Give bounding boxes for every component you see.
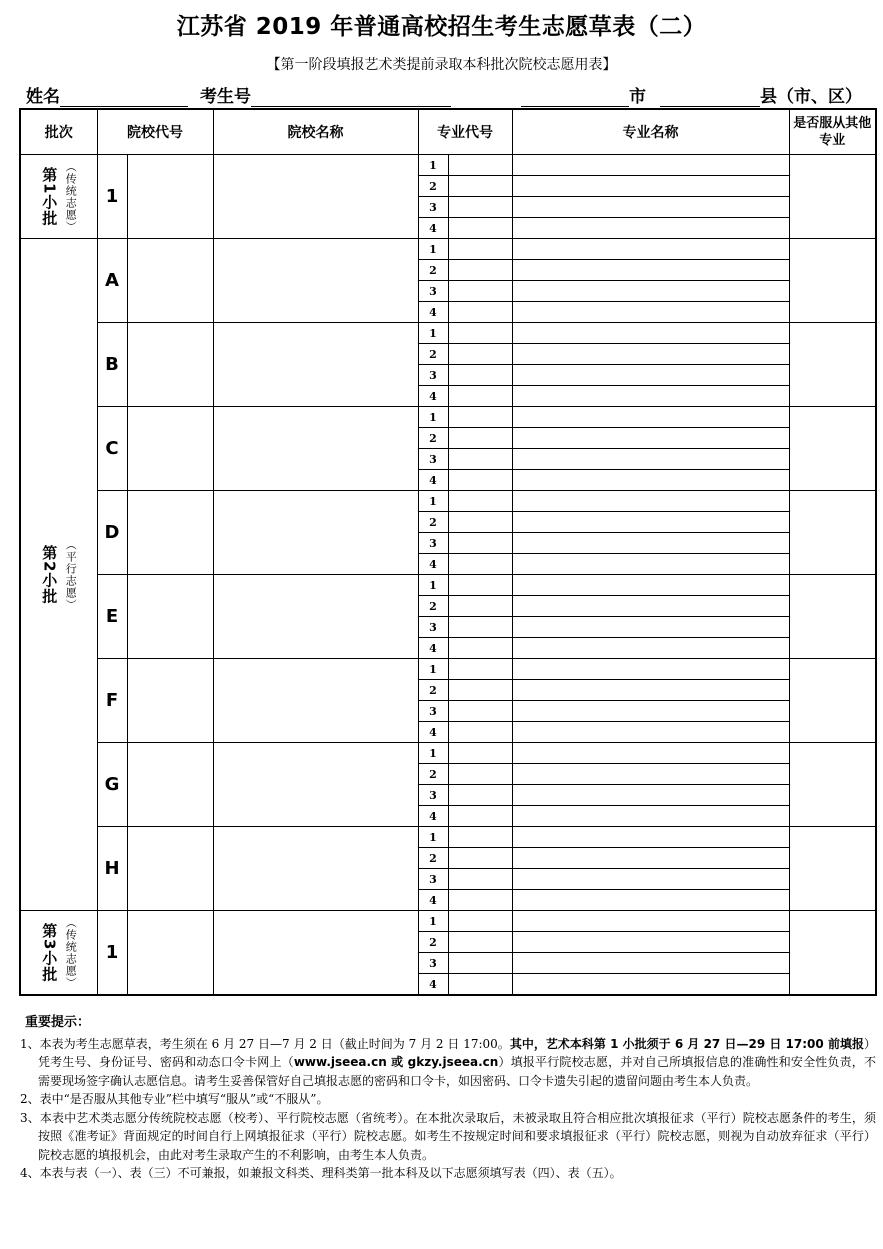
header-school-code: 院校代号 (97, 109, 213, 155)
major-code-input[interactable] (448, 176, 512, 197)
header-obey-other-major: 是否服从其他专业 (789, 109, 876, 155)
major-name-input[interactable] (512, 827, 789, 848)
major-name-input[interactable] (512, 575, 789, 596)
batch-cell (20, 239, 97, 911)
obey-other-major-input[interactable] (789, 491, 876, 575)
major-code-input[interactable] (448, 806, 512, 827)
major-code-input[interactable] (448, 974, 512, 996)
county-label: 县（市、区） (760, 87, 862, 107)
major-name-input[interactable] (512, 218, 789, 239)
major-order-cell: 1 (418, 911, 448, 932)
major-order-cell: 4 (418, 302, 448, 323)
table-body (20, 155, 876, 996)
major-name-input[interactable] (512, 302, 789, 323)
obey-other-major-input[interactable] (789, 323, 876, 407)
major-order-cell: 3 (418, 281, 448, 302)
table-row (20, 575, 876, 596)
major-code-input[interactable] (448, 869, 512, 890)
note-2: 2、表中“是否服从其他专业”栏中填写“服从”或“不服从”。 (20, 1092, 329, 1106)
batch-label: 第1小批 (40, 166, 59, 227)
major-code-input[interactable] (448, 512, 512, 533)
notes-heading: 重要提示： (25, 1015, 91, 1030)
major-code-input[interactable] (448, 407, 512, 428)
major-name-input[interactable] (512, 260, 789, 281)
school-order-cell: C (97, 407, 127, 491)
major-name-input[interactable] (512, 449, 789, 470)
major-code-input[interactable] (448, 722, 512, 743)
major-code-input[interactable] (448, 365, 512, 386)
major-order-cell: 2 (418, 848, 448, 869)
exam-id-label: 考生号 (200, 87, 251, 107)
major-order-cell: 1 (418, 407, 448, 428)
major-code-input[interactable] (448, 554, 512, 575)
major-name-input[interactable] (512, 974, 789, 996)
major-name-input[interactable] (512, 911, 789, 932)
major-code-input[interactable] (448, 470, 512, 491)
note-1-websites: www.jseea.cn 或 gkzy.jseea.cn (293, 1055, 499, 1069)
major-name-input[interactable] (512, 638, 789, 659)
major-order-cell: 4 (418, 218, 448, 239)
batch-note: （传统志愿） (64, 916, 78, 989)
major-order-cell: 1 (418, 827, 448, 848)
major-order-cell: 1 (418, 239, 448, 260)
major-order-cell: 1 (418, 743, 448, 764)
major-name-input[interactable] (512, 554, 789, 575)
major-order-cell: 4 (418, 806, 448, 827)
major-code-input[interactable] (448, 575, 512, 596)
major-code-input[interactable] (448, 932, 512, 953)
major-name-input[interactable] (512, 512, 789, 533)
header-row (20, 109, 876, 155)
note-1-deadline: 其中，艺术本科第 1 小批须于 6 月 27 日—29 日 17:00 前填报 (509, 1036, 864, 1051)
note-1-part-a: 1、本表为考生志愿草表，考生须在 6 月 27 日—7 月 2 日（截止时间为 7 月 2 日 17:00。 (20, 1036, 510, 1051)
major-name-input[interactable] (512, 848, 789, 869)
major-code-input[interactable] (448, 323, 512, 344)
major-name-input[interactable] (512, 155, 789, 176)
city-field (521, 82, 646, 106)
major-order-cell: 2 (418, 428, 448, 449)
school-order-cell: 1 (97, 911, 127, 996)
major-code-input[interactable] (448, 218, 512, 239)
major-code-input[interactable] (448, 428, 512, 449)
major-order-cell: 1 (418, 575, 448, 596)
major-name-input[interactable] (512, 932, 789, 953)
major-order-cell: 3 (418, 449, 448, 470)
major-order-cell: 4 (418, 722, 448, 743)
major-order-cell: 3 (418, 701, 448, 722)
major-name-input[interactable] (512, 869, 789, 890)
school-name-input[interactable] (213, 407, 418, 491)
batch-cell (20, 155, 97, 239)
header-school-name: 院校名称 (213, 109, 418, 155)
form-title: 江苏省 2019 年普通高校招生考生志愿草表（二） (176, 14, 707, 40)
obey-other-major-input[interactable] (789, 575, 876, 659)
major-code-input[interactable] (448, 533, 512, 554)
major-code-input[interactable] (448, 659, 512, 680)
school-code-input[interactable] (127, 743, 213, 827)
table-row (20, 659, 876, 680)
batch-note: （平行志愿） (64, 538, 78, 611)
major-order-cell: 4 (418, 974, 448, 996)
table-row (20, 239, 876, 260)
major-name-input[interactable] (512, 197, 789, 218)
major-code-input[interactable] (448, 449, 512, 470)
school-code-input[interactable] (127, 659, 213, 743)
note-1-part-c: ）凭考生号、身份证号、密码和动态口令卡网上（ (38, 1036, 876, 1069)
major-order-cell: 1 (418, 155, 448, 176)
school-code-input[interactable] (127, 575, 213, 659)
school-order-cell: A (97, 239, 127, 323)
major-code-input[interactable] (448, 302, 512, 323)
school-code-input[interactable] (127, 827, 213, 911)
major-order-cell: 4 (418, 554, 448, 575)
school-order-cell: G (97, 743, 127, 827)
major-name-input[interactable] (512, 953, 789, 974)
major-code-input[interactable] (448, 890, 512, 911)
obey-other-major-input[interactable] (789, 827, 876, 911)
school-code-input[interactable] (127, 239, 213, 323)
school-code-input[interactable] (127, 911, 213, 996)
major-order-cell: 1 (418, 659, 448, 680)
major-order-cell: 2 (418, 176, 448, 197)
batch-cell (20, 911, 97, 996)
school-name-input[interactable] (213, 323, 418, 407)
major-code-input[interactable] (448, 764, 512, 785)
major-code-input[interactable] (448, 827, 512, 848)
major-name-input[interactable] (512, 596, 789, 617)
major-order-cell: 1 (418, 491, 448, 512)
major-code-input[interactable] (448, 260, 512, 281)
major-code-input[interactable] (448, 155, 512, 176)
major-code-input[interactable] (448, 596, 512, 617)
table-row (20, 491, 876, 512)
major-order-cell: 3 (418, 533, 448, 554)
obey-other-major-input[interactable] (789, 239, 876, 323)
major-code-input[interactable] (448, 344, 512, 365)
table-row (20, 155, 876, 176)
major-code-input[interactable] (448, 386, 512, 407)
major-name-input[interactable] (512, 281, 789, 302)
major-code-input[interactable] (448, 953, 512, 974)
major-order-cell: 3 (418, 785, 448, 806)
name-blank[interactable] (60, 88, 188, 107)
major-name-input[interactable] (512, 764, 789, 785)
major-order-cell: 4 (418, 470, 448, 491)
major-order-cell: 2 (418, 512, 448, 533)
obey-other-major-input[interactable] (789, 407, 876, 491)
header-major-name: 专业名称 (512, 109, 789, 155)
header-major-code: 专业代号 (418, 109, 512, 155)
school-name-input[interactable] (213, 911, 418, 996)
major-code-input[interactable] (448, 911, 512, 932)
major-order-cell: 2 (418, 596, 448, 617)
school-code-input[interactable] (127, 491, 213, 575)
name-label: 姓名 (26, 87, 60, 107)
major-name-input[interactable] (512, 785, 789, 806)
obey-other-major-input[interactable] (789, 911, 876, 996)
major-order-cell: 2 (418, 932, 448, 953)
obey-other-major-input[interactable] (789, 155, 876, 239)
major-name-input[interactable] (512, 617, 789, 638)
school-order-cell: F (97, 659, 127, 743)
city-blank[interactable] (521, 88, 629, 107)
school-name-input[interactable] (213, 491, 418, 575)
exam-id-field (200, 82, 451, 106)
major-code-input[interactable] (448, 848, 512, 869)
table-row (20, 323, 876, 344)
major-name-input[interactable] (512, 407, 789, 428)
major-code-input[interactable] (448, 638, 512, 659)
major-order-cell: 4 (418, 386, 448, 407)
school-order-cell: E (97, 575, 127, 659)
volunteer-table (19, 108, 877, 996)
major-name-input[interactable] (512, 176, 789, 197)
school-name-input[interactable] (213, 827, 418, 911)
school-order-cell: H (97, 827, 127, 911)
county-blank[interactable] (660, 88, 760, 107)
major-name-input[interactable] (512, 491, 789, 512)
major-name-input[interactable] (512, 659, 789, 680)
major-name-input[interactable] (512, 890, 789, 911)
major-order-cell: 2 (418, 680, 448, 701)
major-code-input[interactable] (448, 281, 512, 302)
major-order-cell: 2 (418, 344, 448, 365)
school-order-cell: B (97, 323, 127, 407)
table-row (20, 911, 876, 932)
note-1 (20, 1035, 876, 1091)
form-subtitle: 【第一阶段填报艺术类提前录取本科批次院校志愿用表】 (266, 57, 617, 73)
school-name-input[interactable] (213, 659, 418, 743)
major-name-input[interactable] (512, 533, 789, 554)
school-name-input[interactable] (213, 239, 418, 323)
major-name-input[interactable] (512, 470, 789, 491)
county-field (660, 82, 862, 106)
major-code-input[interactable] (448, 785, 512, 806)
obey-other-major-input[interactable] (789, 743, 876, 827)
table-row (20, 407, 876, 428)
city-label: 市 (629, 87, 646, 107)
major-order-cell: 2 (418, 260, 448, 281)
school-name-input[interactable] (213, 575, 418, 659)
major-order-cell: 4 (418, 890, 448, 911)
name-field (26, 82, 188, 106)
major-order-cell: 2 (418, 764, 448, 785)
major-order-cell: 4 (418, 638, 448, 659)
major-name-input[interactable] (512, 365, 789, 386)
major-name-input[interactable] (512, 680, 789, 701)
major-order-cell: 3 (418, 617, 448, 638)
note-3: 3、本表中艺术类志愿分传统院校志愿（校考）、平行院校志愿（省统考）。在本批次录取后，未被录取且符合相应批次填报征求（平行）院校志愿条件的考生，须按照《准考证》背面规定的时间自行上网填报征求（平行）院校志愿。如考生不按规定时间和要求填报征求（平行）院校志愿，则视为自动放弃征求（平行）院校志愿的填报机会，由此对考生录取产生的不利影响，由考生本人负责。 (20, 1110, 876, 1162)
major-code-input[interactable] (448, 743, 512, 764)
major-name-input[interactable] (512, 428, 789, 449)
major-order-cell: 3 (418, 197, 448, 218)
school-name-input[interactable] (213, 155, 418, 239)
major-order-cell: 3 (418, 869, 448, 890)
major-name-input[interactable] (512, 806, 789, 827)
major-name-input[interactable] (512, 722, 789, 743)
major-code-input[interactable] (448, 680, 512, 701)
notes-section (20, 1014, 876, 1183)
major-code-input[interactable] (448, 239, 512, 260)
major-order-cell: 3 (418, 953, 448, 974)
major-name-input[interactable] (512, 323, 789, 344)
major-code-input[interactable] (448, 491, 512, 512)
batch-label: 第2小批 (40, 544, 59, 605)
note-1-part-e: ）填报平行院校志愿，并对自己所填报信息的准确性和安全性负责，不需要现场签字确认志愿信息。请考生妥善保管好自己填报志愿的密码和口令卡，如因密码、口令卡遗失引起的遗留问题由考生本人负责。 (38, 1055, 876, 1088)
major-name-input[interactable] (512, 344, 789, 365)
batch-label: 第3小批 (40, 922, 59, 983)
major-name-input[interactable] (512, 743, 789, 764)
major-name-input[interactable] (512, 239, 789, 260)
header-batch: 批次 (20, 109, 97, 155)
major-name-input[interactable] (512, 386, 789, 407)
school-order-cell: 1 (97, 155, 127, 239)
obey-other-major-input[interactable] (789, 659, 876, 743)
major-code-input[interactable] (448, 701, 512, 722)
note-4: 4、本表与表（一）、表（三）不可兼报，如兼报文科类、理科类第一批本科及以下志愿须填写表（四）、表（五）。 (20, 1166, 622, 1180)
exam-id-blank[interactable] (251, 88, 451, 107)
school-name-input[interactable] (213, 743, 418, 827)
school-code-input[interactable] (127, 155, 213, 239)
table-row (20, 743, 876, 764)
major-order-cell: 3 (418, 365, 448, 386)
major-order-cell: 1 (418, 323, 448, 344)
table-row (20, 827, 876, 848)
major-name-input[interactable] (512, 701, 789, 722)
major-code-input[interactable] (448, 617, 512, 638)
batch-note: （传统志愿） (64, 160, 78, 233)
school-code-input[interactable] (127, 407, 213, 491)
school-code-input[interactable] (127, 323, 213, 407)
major-code-input[interactable] (448, 197, 512, 218)
school-order-cell: D (97, 491, 127, 575)
